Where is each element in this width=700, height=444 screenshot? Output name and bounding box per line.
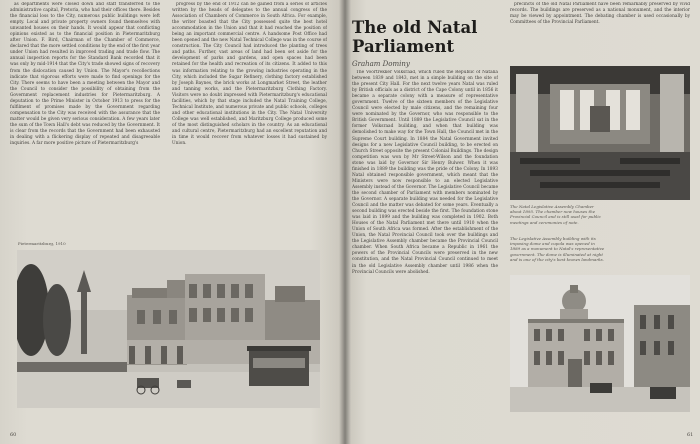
middle-column-text: progress by the end of 1912 can be gained from a series of articles written by the heads of delegates to the annual congress of the Association of Chambers of Commerce in South Africa. For example, the writer boasted that the City possessed quite the best hotel accommodation in the Union and that it had reached the position of being an important commercial centre. A handsome Post Office had been opened and the new Natal Technical College was in the course of construction. The City Council had introduced the planting of trees and paths. Further, vast areas of land had been set aside for the development of parks and gardens, and open spaces had been retained for the health and recreation of its citizens. It added to this was information relating to the growing industries operating in the City, which included the Sugar Refinery, clothing factory established by Joseph Baynes, the brick works at Longmarket Street, the leather and tanning works, and the Pietermaritzburg Clothing Factory. Visitors were no doubt impressed with Pietermaritzburg's educational facilities, which by that stage included the Natal Training College, Technical Institute, and numerous private and public schools, colleges and other educational institutions in the City. The Natal University College was well established, and Maritzburg College produced some of the most distinguished scholars in the country. As an educational and cultural centre, Pietermaritzburg had an excellent reputation and in time it would recover from whatever losses it had sustained by Union. [172, 2, 327, 147]
article-title [352, 18, 502, 56]
article-author: Graham Dominy [352, 60, 410, 68]
street-scene-image [17, 250, 320, 408]
right-top-text [510, 2, 690, 66]
right-text-column [352, 70, 498, 430]
left-column-text: as departments were closed down and staff transferred to the administrative capital, Pretoria, who had their offices there. Besides the financial loss to the City, numerous public buildings were left empty. Local and private property owners found themselves with unwanted houses on their hands. It would appear that conflicting opinions existed as to the financial position in Pietermaritzburg after Union. F. Bird, Chairman of the Chamber of Commerce, declared that the more settled conditions by the end of the first year under Union had resulted in improved trading and trade flow. The annual inspection reports for the Standard Bank recorded that it was only by mid-1914 that the City's trade showed signs of recovery from the dislocation caused by Union. The Mayor's recollections indicate that vigorous efforts were made to find openings for the City. There seems to have been a meeting between the Mayor and the Council to consider the possibility of obtaining from the Government replacement industries for Pietermaritzburg. A deputation to the Prime Minister in October 1913 to press for the fulfilment of promises made by the Government regarding compensation to the City was received with the assurance that the matter would be given very serious consideration. A few years later the sum of the Town Hall's debt was reduced by the Government. It is clear from the records that the Government had been exhausted in dealing with a flickering display of repeated and disagreeable inquiries. A far more positive picture of Pietermaritzburg's [10, 2, 160, 147]
right-top-text-body: precincts of the old Natal Parliament have been remarkably preserved by vivid records. The buildings are preserved as a national monument, and the interior may be viewed by appointment. The debating chamber is used occasionally by Committees of the Provincial Parliament. [510, 2, 690, 26]
article-title-line-2: Parliament [352, 37, 455, 56]
building-caption: The Legislative Assembly building with its imposing dome and cupola was opened in 1889 as a monument to Natal's representative government. The dome is illuminated at night and is one of the city's best known landmarks. [510, 236, 605, 262]
right-page-number: 61 [687, 432, 694, 438]
building-photograph [510, 275, 690, 412]
left-page-number: 60 [10, 432, 17, 438]
book-gutter [339, 0, 351, 444]
left-text-column [10, 2, 160, 246]
chamber-caption: The Natal Legislative Assembly Chamber about 1895. The chamber now houses the Provincial Council and is still used for public meetings and ceremonies of note. [510, 204, 601, 225]
chamber-interior-image [510, 66, 690, 200]
article-title-line-1: The old Natal [352, 18, 478, 37]
middle-text-column [172, 2, 327, 246]
street-photograph [17, 250, 320, 408]
right-column-text: The Voortrekker Volksraad, which ruled the Republic of Natalia between 1839 and 1843, met in a simple building on the site of the present City Hall. For the next twelve years Natal was ruled by British officials as a district of the Cape Colony until in 1856 it became a separate colony with a measure of representative government. Twelve of the sixteen members of the Legislative Council were elected by male citizens, and the remaining four were nominated by the Governor, who was responsible to the British Government. Until 1889 the Legislative Council sat in the former Volksraad building, and when that building was demolished to make way for the Town Hall, the Council met in the Supreme Court building. In 1884 the Natal Government invited designs for a new Legislative Council building, to be erected on Church Street opposite the present Colonial Buildings. The design competition was won by Mr Street-Wilson and the foundation stone was laid by Governor Sir Henry Bulwer. When it was finished in 1889 the building was the pride of the Colony. In 1893 Natal obtained responsible government, which meant that the Ministers were now responsible to an elected Legislative Assembly instead of the Governor. The Legislative Council became the second chamber of Parliament with members nominated by the Governor. A separate building was needed for the Legislative Council and the matter was debated for some years. Eventually a second building was erected beside the first. The foundation stone was laid in 1899 and the building was completed in 1902. Both Houses of the Natal Parliament met there until 1910 when the Union of South Africa was formed. After the establishment of the Union, the Natal Provincial Council took over the buildings and the Legislative Assembly chamber became the Provincial Council chamber. When South Africa became a Republic in 1961 the powers of the Provincial Councils were preserved in the new constitution, and the Natal Provincial Council continued to meet in the old Legislative Assembly chamber until 1986 when the Provincial Councils were abolished. [352, 70, 498, 275]
left-page [0, 0, 345, 444]
left-photo-caption: Pietermaritzburg, 1910 [18, 241, 66, 246]
parliament-building-image [510, 275, 690, 412]
chamber-photograph [510, 66, 690, 200]
